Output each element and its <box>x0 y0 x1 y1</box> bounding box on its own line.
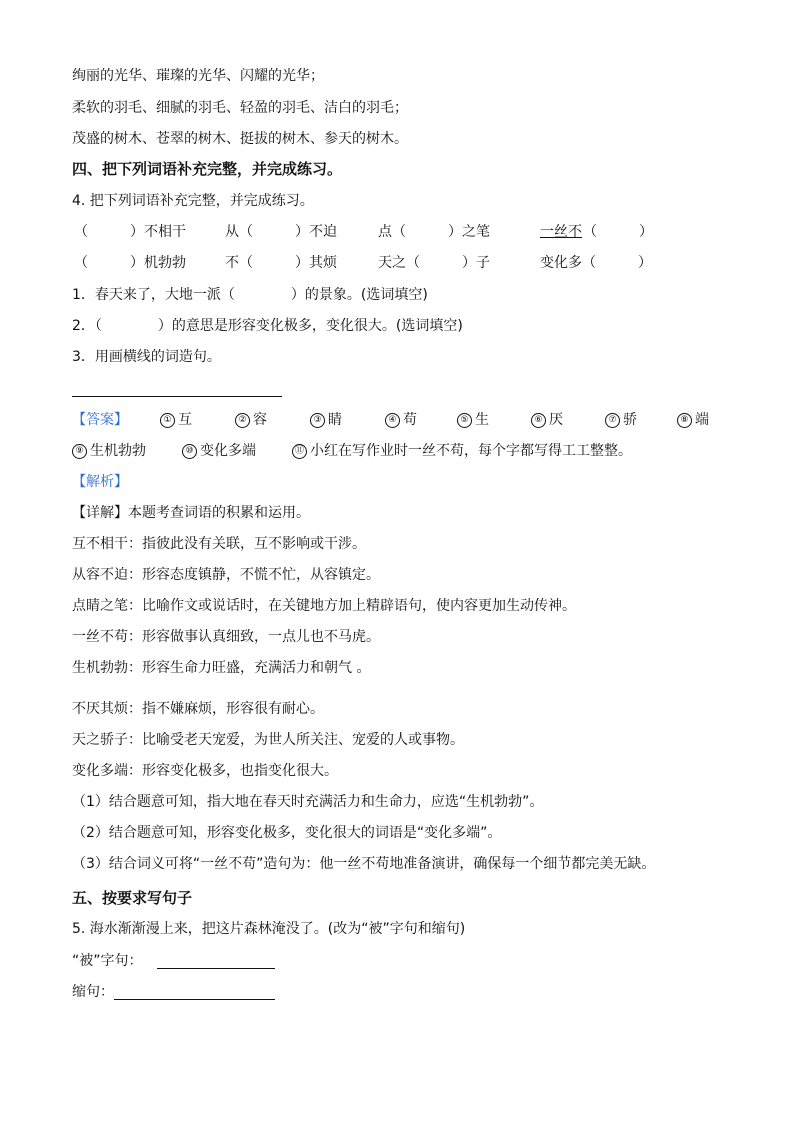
answer-text: 生机勃勃 <box>90 443 146 459</box>
answer-item <box>310 410 342 430</box>
answer-item <box>677 410 709 430</box>
answer-text: 生 <box>475 412 489 428</box>
answer-item <box>235 410 267 430</box>
analysis-line: 生机勃勃：形容生命力旺盛，充满活力和朝气 。 <box>72 660 371 676</box>
answer-text: 睛 <box>328 412 342 428</box>
fill-item[interactable]: 点（ ）之笔 <box>378 224 490 240</box>
answer-number: ⑧ <box>677 413 692 428</box>
answer-item <box>160 410 192 430</box>
fill-item[interactable]: 天之（ ）子 <box>378 255 490 271</box>
fill-item[interactable]: 变化多（ ） <box>540 255 652 271</box>
analysis-line: （1）结合题意可知，指大地在春天时充满活力和生命力，应选“生机勃勃”。 <box>72 794 544 810</box>
analysis-line: 一丝不苟：形容做事认真细致，一点儿也不马虎。 <box>72 629 380 645</box>
answer-item <box>385 410 417 430</box>
answers-row-1 <box>72 410 732 430</box>
fill-item-underlined: 一丝不 <box>540 224 582 240</box>
answer-text: 互 <box>178 412 192 428</box>
answer-text: 小红在写作业时一丝不苟，每个字都写得工工整整。 <box>310 443 632 459</box>
answer-underline[interactable] <box>72 396 282 397</box>
fill-row-2 <box>72 253 732 273</box>
analysis-label: 【解析】 <box>72 474 128 490</box>
answer-number: ② <box>235 413 250 428</box>
section-5-title: 五、按要求写句子 <box>72 889 193 907</box>
answer-number: ⑥ <box>531 413 546 428</box>
answer-item <box>292 441 632 461</box>
answer-number: ③ <box>310 413 325 428</box>
analysis-line: 【详解】本题考查词语的积累和运用。 <box>72 505 310 521</box>
answer-item <box>182 441 256 461</box>
fill-item[interactable]: （ ）不相干 <box>74 224 186 240</box>
answer-text: 变化多端 <box>200 443 256 459</box>
bei-answer-line[interactable] <box>157 968 275 969</box>
answer-text: 端 <box>695 412 709 428</box>
analysis-line: 点睛之笔：比喻作文或说话时，在关键地方加上精辟语句，使内容更加生动传神。 <box>72 598 576 614</box>
text-line: 柔软的羽毛、细腻的羽毛、轻盈的羽毛、洁白的羽毛； <box>72 100 408 116</box>
analysis-line: （2）结合题意可知，形容变化极多，变化很大的词语是“变化多端”。 <box>72 825 502 841</box>
fill-item[interactable]: （ ）机勃勃 <box>74 255 186 271</box>
section-4-title: 四、把下列词语补充完整，并完成练习。 <box>72 160 343 178</box>
text-line: 茂盛的树木、苍翠的树木、挺拔的树木、参天的树木。 <box>72 131 408 147</box>
answer-number: ⑩ <box>182 444 197 459</box>
answer-item <box>531 410 563 430</box>
analysis-line: 变化多端：形容变化极多，也指变化很大。 <box>72 763 338 779</box>
answer-text: 骄 <box>623 412 637 428</box>
fill-row-1 <box>72 222 732 242</box>
bei-sentence-label: “被”字句： <box>72 953 143 969</box>
analysis-line: 互不相干：指彼此没有关联，互不影响或干涉。 <box>72 536 366 552</box>
answer-label: 【答案】 <box>72 412 128 428</box>
question-5: 5. 海水渐渐漫上来，把这片森林淹没了。(改为“被”字句和缩句) <box>72 921 466 937</box>
text-line: 绚丽的光华、璀璨的光华、闪耀的光华； <box>72 68 324 84</box>
answer-number: ④ <box>385 413 400 428</box>
answer-number: ① <box>160 413 175 428</box>
answers-row-2 <box>72 441 732 461</box>
fill-item[interactable]: （ ） <box>583 224 653 240</box>
answer-text: 容 <box>253 412 267 428</box>
analysis-line: （3）结合词义可将“一丝不苟”造句为：他一丝不苟地准备演讲，确保每一个细节都完美无缺。 <box>72 856 656 872</box>
sub-question-3: 3．用画横线的词造句。 <box>72 349 221 365</box>
answer-number: ⑪ <box>292 444 307 459</box>
shortened-sentence-label: 缩句： <box>72 984 114 1000</box>
analysis-line: 天之骄子：比喻受老天宠爱，为世人所关注、宠爱的人或事物。 <box>72 732 464 748</box>
answer-number: ⑦ <box>605 413 620 428</box>
answer-text: 厌 <box>549 412 563 428</box>
sub-question-2: 2．（ ）的意思是形容变化极多，变化很大。(选词填空) <box>72 318 463 334</box>
fill-item[interactable]: 不（ ）其烦 <box>225 255 337 271</box>
analysis-line: 不厌其烦：指不嫌麻烦，形容很有耐心。 <box>72 701 324 717</box>
answer-item <box>72 441 146 461</box>
fill-item[interactable]: 从（ ）不迫 <box>225 224 337 240</box>
analysis-line: 从容不迫：形容态度镇静，不慌不忙，从容镇定。 <box>72 567 380 583</box>
shortened-answer-line[interactable] <box>114 999 275 1000</box>
question-4: 4. 把下列词语补充完整，并完成练习。 <box>72 193 314 209</box>
answer-item <box>457 410 489 430</box>
sub-question-1: 1．春天来了，大地一派（ ）的景象。(选词填空) <box>72 287 428 303</box>
answer-item <box>605 410 637 430</box>
answer-text: 苟 <box>403 412 417 428</box>
answer-number: ⑨ <box>72 444 87 459</box>
answer-number: ⑤ <box>457 413 472 428</box>
